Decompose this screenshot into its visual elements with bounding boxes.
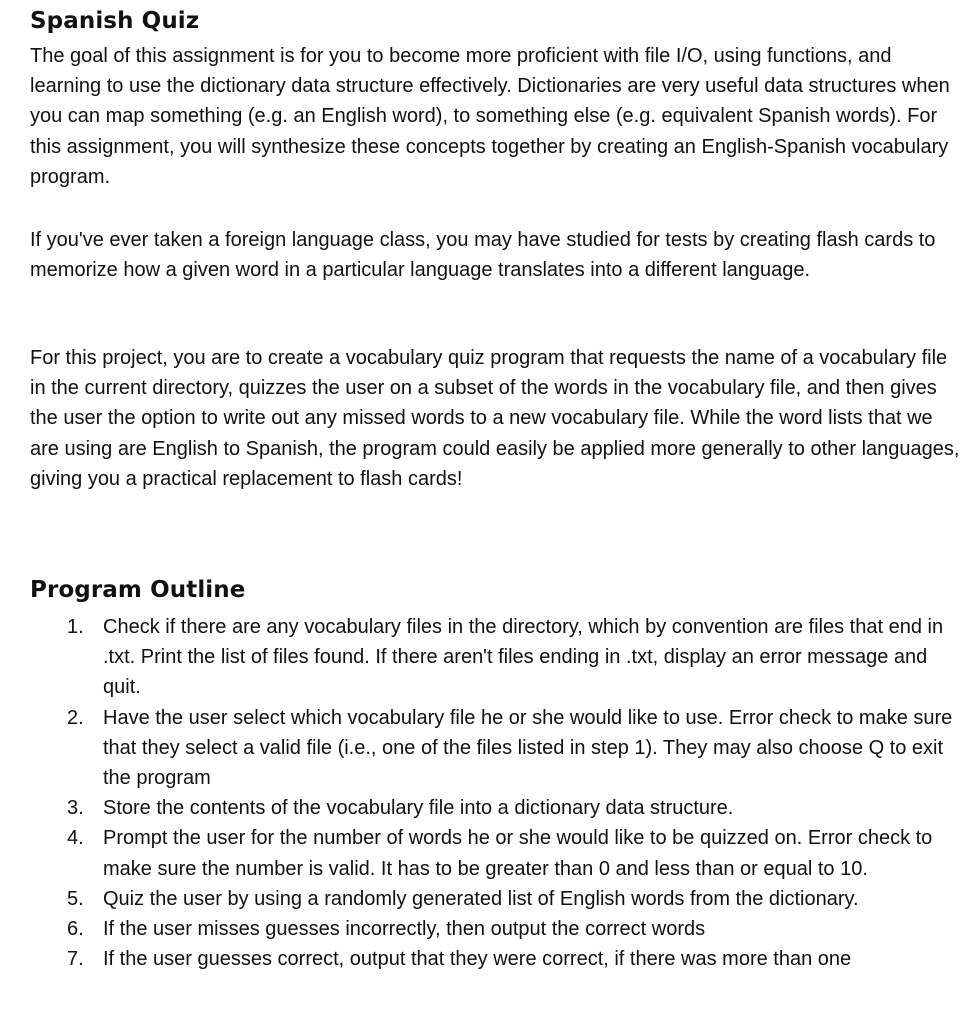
list-item [30,612,964,703]
list-item [30,703,964,794]
list-item-text: If the user misses guesses incorrectly, then output the correct words [103,918,706,941]
list-item-number: 6. [67,918,84,941]
flash-cards-paragraph: If you've ever taken a foreign language class, you may have studied for tests by creating flash cards to memorize how a given word in a particular language translates into a different language. [30,229,936,282]
list-item-number: 7. [67,948,84,971]
program-outline-list [30,612,964,974]
list-item [30,823,964,883]
list-item-text: Store the contents of the vocabulary file into a dictionary data structure. [103,797,734,820]
list-item-number: 4. [67,827,84,850]
list-item-number: 2. [67,706,84,729]
list-item-text: Quiz the user by using a randomly generated list of English words from the dictionary. [103,887,859,910]
list-item [30,884,964,914]
list-item [30,914,964,944]
intro-paragraph: The goal of this assignment is for you to become more proficient with file I/O, using functions, and learning to use the dictionary data structure effectively. Dictionaries are very useful data structures when you can map something (e.g. an English word), to something else (e.g. equivalent Spanish words). For this assignment, you will synthesize these concepts together by creating an English-Spanish vocabulary program. [30,45,950,188]
list-item [30,793,964,823]
list-item-text: If the user guesses correct, output that they were correct, if there was more than one [103,948,852,971]
list-item-text: Have the user select which vocabulary file he or she would like to use. Error check to make sure that they select a valid file (i.e., one of the files listed in step 1). They may also choose Q to exit the program [103,706,953,790]
list-item-text: Check if there are any vocabulary files in the directory, which by convention are files that end in .txt. Print the list of files found. If there aren't files ending in .txt, display an error message and quit. [103,616,944,699]
page-title: Spanish Quiz [30,8,200,34]
list-item-number: 3. [67,797,84,820]
list-item-number: 1. [67,616,84,638]
project-description-paragraph: For this project, you are to create a vocabulary quiz program that requests the name of a vocabulary file in the current directory, quizzes the user on a subset of the words in the vocabulary file, and then gives the user the option to write out any missed words to a new vocabulary file. While the word lists that we are using are English to Spanish, the program could easily be applied more generally to other languages, giving you a practical replacement to flash cards! [30,347,960,490]
list-item-text: Prompt the user for the number of words he or she would like to be quizzed on. Error check to make sure the number is valid. It has to be greater than 0 and less than or equal to 10. [103,827,933,880]
list-item-number: 5. [67,887,84,910]
section-heading-program-outline: Program Outline [30,577,246,603]
list-item [30,944,964,974]
